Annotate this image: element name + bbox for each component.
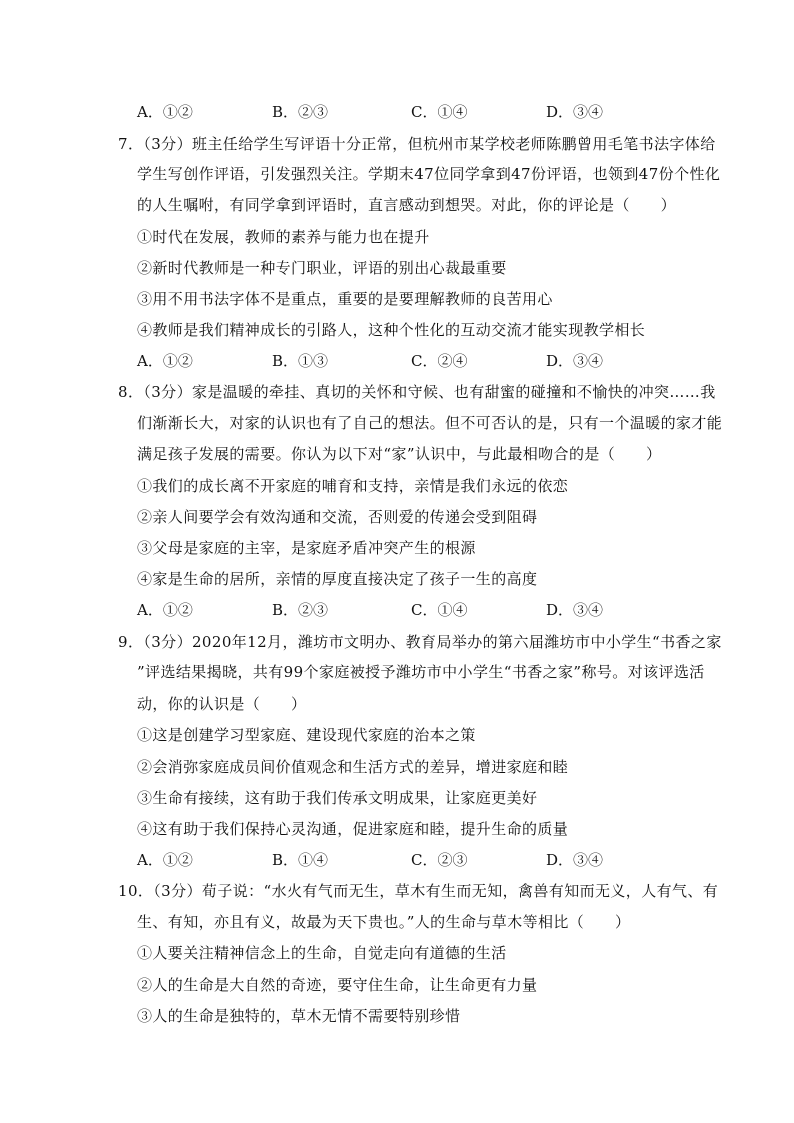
q9-statement-4: ④这有助于我们保持心灵沟通，促进家庭和睦，提升生命的质量 (137, 820, 569, 838)
q7-option-a: A．①② (137, 352, 193, 370)
q8-option-a: A．①② (137, 601, 193, 619)
q8-option-b: B．②③ (272, 601, 329, 619)
q8-statement-2: ②亲人间要学会有效沟通和交流，否则爱的传递会受到阻碍 (137, 508, 538, 526)
q7-statement-1: ①时代在发展，教师的素养与能力也在提升 (137, 228, 430, 246)
q9-statement-2: ②会消弥家庭成员间价值观念和生活方式的差异，增进家庭和睦 (137, 758, 569, 776)
q10-statement-3: ③人的生命是独特的，草木无情不需要特别珍惜 (137, 1007, 461, 1025)
q9-stem-line-1: 9．（3分）2020年12月，潍坊市文明办、教育局举办的第六届潍坊市中小学生“书香之家 (118, 633, 722, 651)
q8-option-d: D．③④ (546, 601, 604, 619)
q6-option-d: D．③④ (546, 103, 604, 121)
q9-option-b: B．①④ (272, 851, 329, 869)
q9-stem-line-3: 动，你的认识是（ ） (137, 695, 307, 713)
q10-stem-line-2: 生、有知，亦且有义，故最为天下贵也。”人的生命与草木等相比（ ） (137, 913, 631, 931)
q7-option-b: B．①③ (272, 352, 329, 370)
q8-statement-3: ③父母是家庭的主宰，是家庭矛盾冲突产生的根源 (137, 539, 476, 557)
q8-stem-line-3: 满足孩子发展的需要。你认为以下对“家”认识中，与此最相吻合的是（ ） (137, 445, 662, 463)
q9-statement-3: ③生命有接续，这有助于我们传承文明成果，让家庭更美好 (137, 789, 538, 807)
q9-option-c: C．②③ (411, 851, 468, 869)
q9-option-a: A．①② (137, 851, 193, 869)
q9-option-d: D．③④ (546, 851, 604, 869)
q7-statement-2: ②新时代教师是一种专门职业，评语的别出心裁最重要 (137, 259, 507, 277)
q7-stem-line-1: 7．（3分）班主任给学生写评语十分正常，但杭州市某学校老师陈鹏曾用毛笔书法字体给 (118, 135, 716, 153)
q7-stem-line-2: 学生写创作评语，引发强烈关注。学期末47位同学拿到47份评语，也领到47份个性化 (137, 165, 721, 183)
q7-stem-line-3: 的人生嘱咐，有同学拿到评语时，直言感动到想哭。对此，你的评论是（ ） (137, 196, 677, 214)
q8-stem-line-1: 8．（3分）家是温暖的牵挂、真切的关怀和守候、也有甜蜜的碰撞和不愉快的冲突……我 (118, 383, 716, 401)
q10-stem-line-1: 10．（3分）荀子说：“水火有气而无生，草木有生而无知，禽兽有知而无义，人有气、有 (118, 882, 719, 900)
q7-statement-3: ③用不用书法字体不是重点，重要的是要理解教师的良苦用心 (137, 290, 553, 308)
q9-stem-line-2: ”评选结果揭晓，共有99个家庭被授予潍坊市中小学生“书香之家”称号。对该评选活 (137, 663, 705, 681)
q6-option-b: B．②③ (272, 103, 329, 121)
q10-statement-1: ①人要关注精神信念上的生命，自觉走向有道德的生活 (137, 944, 507, 962)
q8-stem-line-2: 们渐渐长大，对家的认识也有了自己的想法。但不可否认的是，只有一个温暖的家才能 (137, 414, 723, 432)
q8-statement-1: ①我们的成长离不开家庭的哺育和支持，亲情是我们永远的依恋 (137, 477, 569, 495)
q7-statement-4: ④教师是我们精神成长的引路人，这种个性化的互动交流才能实现教学相长 (137, 321, 646, 339)
q7-option-c: C．②④ (411, 352, 468, 370)
q10-statement-2: ②人的生命是大自然的奇迹，要守住生命，让生命更有力量 (137, 976, 538, 994)
q7-option-d: D．③④ (546, 352, 604, 370)
q6-option-c: C．①④ (411, 103, 468, 121)
q6-option-a: A．①② (137, 103, 193, 121)
q8-statement-4: ④家是生命的居所，亲情的厚度直接决定了孩子一生的高度 (137, 570, 538, 588)
q9-statement-1: ①这是创建学习型家庭、建设现代家庭的治本之策 (137, 726, 476, 744)
q8-option-c: C．①④ (411, 601, 468, 619)
